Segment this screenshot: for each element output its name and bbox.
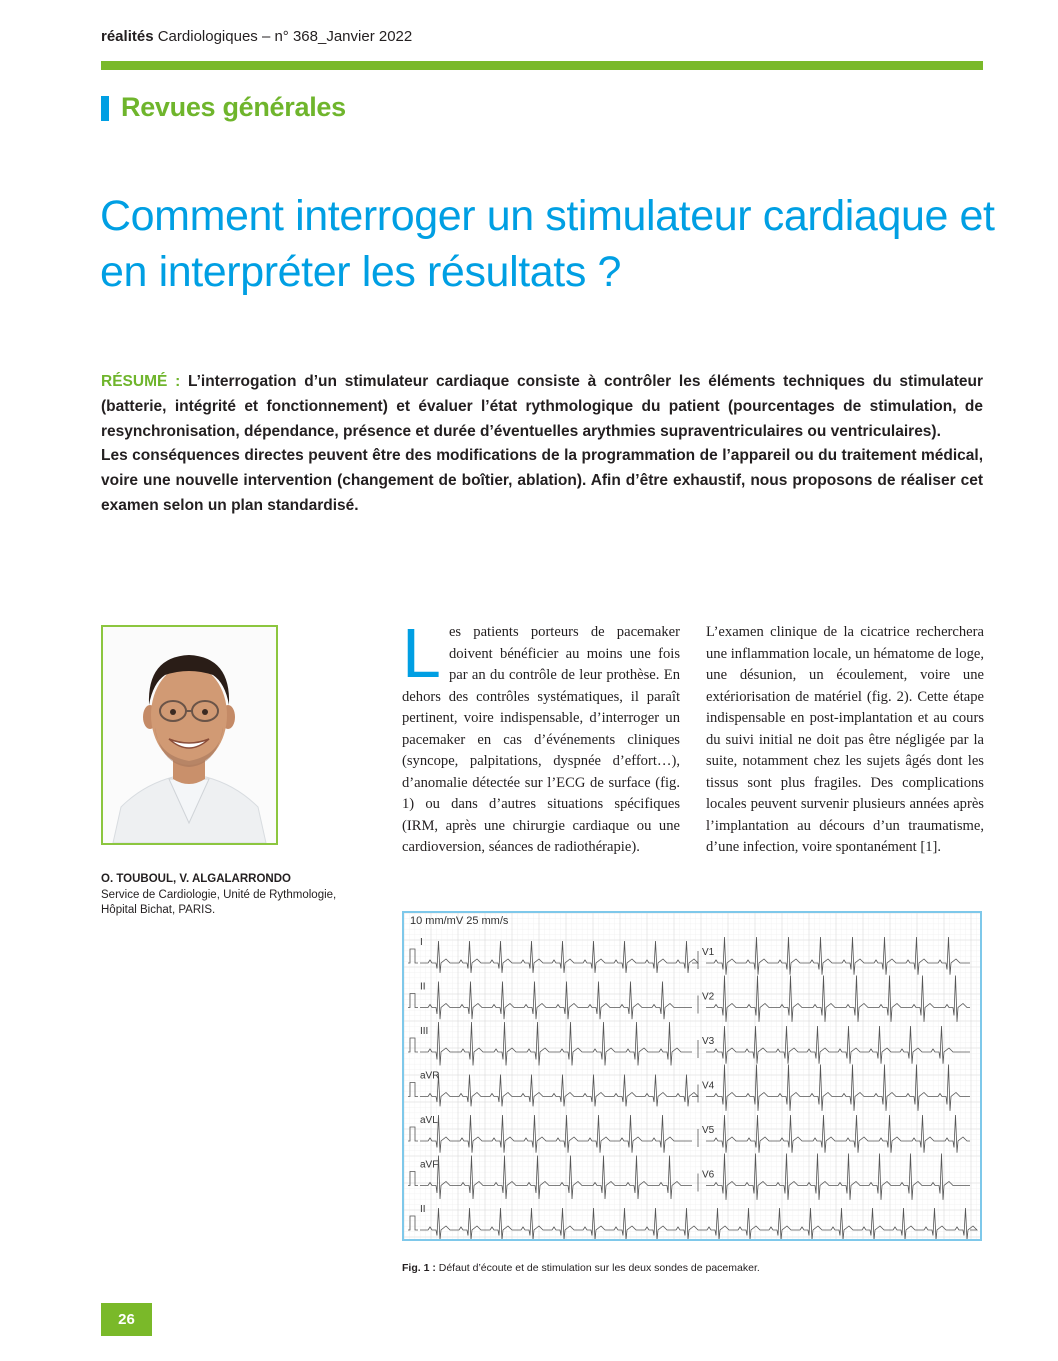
lead-label-avl: aVL (420, 1115, 438, 1126)
body-column-2: L’examen clinique de la cicatrice recherchera une inflammation locale, un hématome de loge, une désunion, un écoulement, voire une extériorisation de matériel (fig. 2). Cette étape indispensable en post-implantation et au cours du suivi initial ne doit pas être négligée par la suite, notamment chez les sujets âgés dont les tissus sont plus fragiles. Des complications locales peuvent survenir plusieurs années après l’implantation au décours d’un traumatisme, d’une infection, voire spontanément [1]. (706, 624, 985, 855)
lead-label-i: I (420, 937, 423, 948)
ecg-trace-avl (420, 1115, 692, 1153)
lead-label-v5: V5 (702, 1125, 715, 1136)
ecg-trace-v2 (706, 976, 970, 1022)
ecg-trace-v5 (706, 1115, 970, 1153)
abstract (101, 370, 983, 519)
lead-label-v3: V3 (702, 1036, 715, 1047)
ecg-trace-v6 (706, 1154, 970, 1200)
journal-issue: Cardiologiques – n° 368_Janvier 2022 (157, 28, 413, 45)
lead-label-v2: V2 (702, 991, 715, 1003)
ecg-trace-avr (420, 1075, 698, 1107)
ecg-trace-i (420, 941, 698, 973)
journal-brand: réalités (101, 28, 154, 45)
section-marker (101, 96, 109, 121)
lead-label-v1: V1 (702, 947, 715, 958)
journal-header (101, 28, 412, 45)
abstract-paragraph-2: Les conséquences directes peuvent être des modifications de la programmation de l’appareil ou du traitement médical, voire une nouvelle intervention (changement de boîtier, ablation). Afin d’être exhaustif, nous proposons de réaliser cet examen selon un plan standardisé. (101, 447, 983, 514)
section-title: Revues générales (121, 92, 346, 122)
lead-label-avf: aVF (420, 1159, 439, 1171)
ecg-trace-ii (420, 982, 692, 1020)
lead-label-avr: aVR (420, 1070, 440, 1082)
body-column-1 (402, 614, 680, 859)
author-affiliation: Service de Cardiologie, Unité de Rythmologie, Hôpital Bichat, PARIS. (101, 888, 337, 916)
ecg-tracing (404, 913, 980, 1239)
abstract-paragraph-1 (101, 370, 983, 444)
authors-block (101, 872, 341, 919)
body-text-1: es patients porteurs de pacemaker doivent bénéficier au moins une fois par an du contrôle de leur prothèse. En dehors des contrôles systématiques, il paraît pertinent, voire indispensable, d’interroger un pacemaker en cas d’événements cliniques (syncope, palpitations, dyspnée d’effort…), d’anomalie détectée sur l’ECG de surface (fig. 1) ou dans d’autres situations spécifiques (IRM, après une chirurgie cardiaque ou une cardioversion, séances de radiothérapie). (402, 624, 680, 855)
caption-text: Défaut d’écoute et de stimulation sur les deux sondes de pacemaker. (435, 1262, 760, 1274)
ecg-trace-avf (420, 1156, 692, 1200)
lead-label-iii: III (420, 1026, 429, 1037)
lead-label-ii: II (420, 1204, 426, 1215)
figure-caption (402, 1262, 760, 1274)
ecg-settings: 10 mm/mV 25 mm/s (410, 915, 509, 927)
page-number: 26 (118, 1311, 135, 1328)
abstract-text-1: L’interrogation d’un stimulateur cardiaque consiste à contrôler les éléments techniques du stimulateur (batterie, intégrité et fonctionnement) et évaluer l’état rythmologique du patient (pourcentages de stimulation, de resynchronisation, dépendance, présence et durée d’éventuelles arythmies supraventriculaires ou ventriculaires). (101, 373, 983, 440)
author-photo (101, 625, 278, 845)
abstract-label: RÉSUMÉ : (101, 373, 181, 390)
caption-label: Fig. 1 : (402, 1262, 436, 1274)
article-title: Comment interroger un stimulateur cardiaque et en interpréter les résultats ? (100, 192, 995, 296)
header-rule (101, 61, 983, 70)
lead-label-v4: V4 (702, 1080, 715, 1092)
drop-cap: L (402, 614, 441, 692)
ecg-figure (402, 911, 982, 1241)
ecg-trace-v4 (706, 1065, 970, 1111)
author-names: O. TOUBOUL, V. ALGALARRONDO (101, 873, 291, 885)
lead-label-ii: II (420, 981, 426, 993)
ecg-trace-v1 (706, 937, 970, 975)
ecg-trace-ii (420, 1208, 977, 1239)
lead-label-v6: V6 (702, 1169, 715, 1181)
